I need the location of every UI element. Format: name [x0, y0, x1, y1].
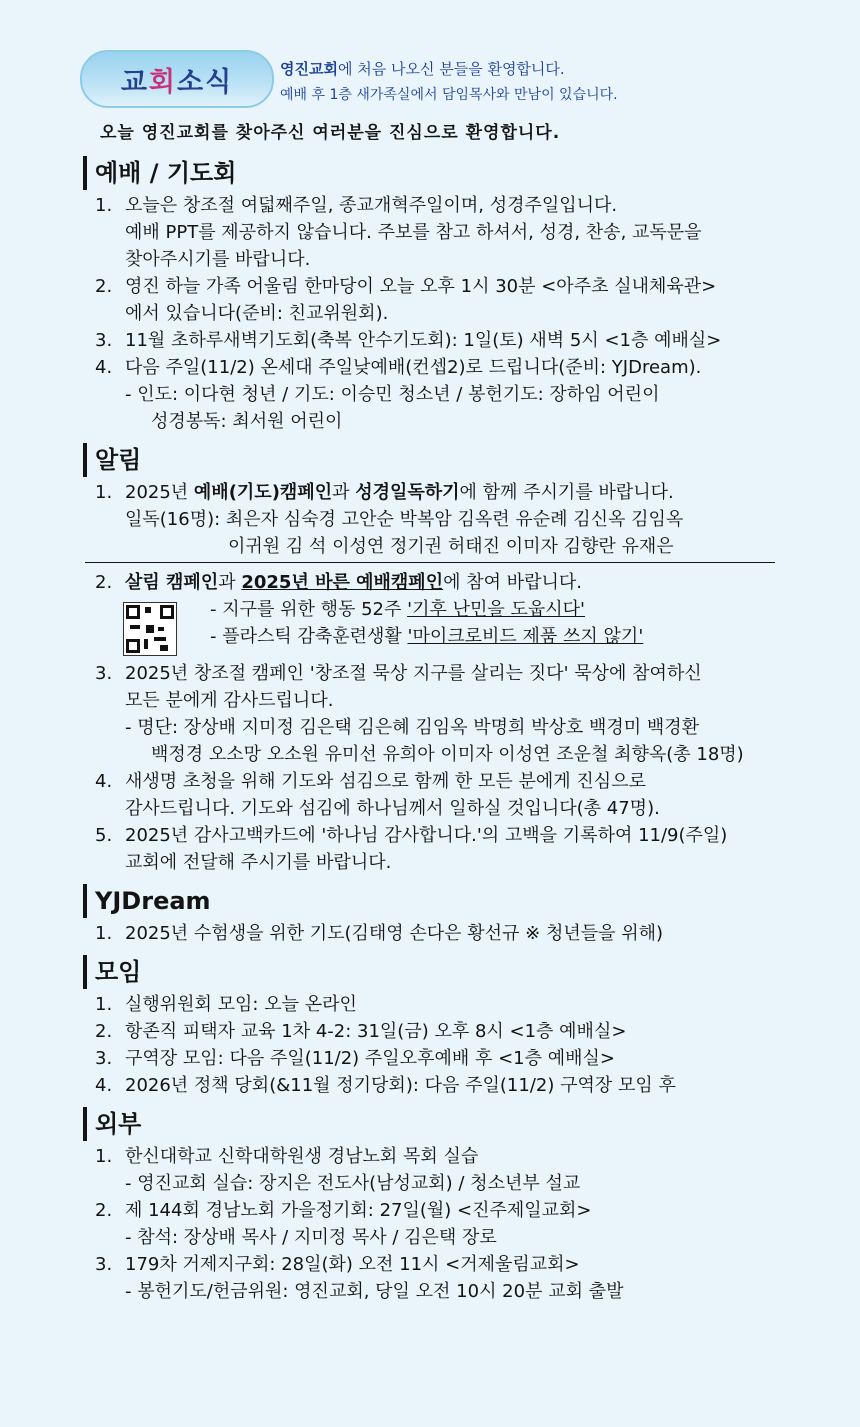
bible-reading-roster	[85, 506, 775, 563]
qr-code-icon[interactable]	[123, 602, 177, 656]
list-item: 4. 다음 주일(11/2) 온세대 주일낮예배(컨셉2)로 드립니다(준비: YJDream).	[95, 357, 702, 378]
welcome-subtitle: 오늘 영진교회를 찾아주신 여러분을 진심으로 환영합니다.	[100, 123, 561, 143]
list-item: 4. 2026년 정책 당회(&11월 정기당회): 다음 주일(11/2) 구역장 모임 후	[95, 1075, 676, 1096]
section-title-worship: 예배 / 기도회	[83, 156, 785, 190]
list-subitem: - 인도: 이다현 청년 / 기도: 이승민 청소년 / 봉헌기도: 장하임 어린이	[125, 384, 660, 405]
list-subitem-cont: 백정경 오소망 오소원 유미선 유희아 이미자 이성연 조운철 최향옥(총 18명)	[151, 744, 744, 765]
list-item: 3. 11월 초하루새벽기도회(축복 안수기도회): 1일(토) 새벽 5시 <1층 예배실>	[95, 330, 722, 351]
worship-section	[85, 156, 785, 435]
list-item: 3. 구역장 모임: 다음 주일(11/2) 주일오후예배 후 <1층 예배실>	[95, 1048, 615, 1069]
list-subitem: - 참석: 장상배 목사 / 지미정 목사 / 김은택 장로	[125, 1227, 497, 1248]
list-item: 1. 한신대학교 신학대학원생 경남노회 목회 실습	[95, 1146, 479, 1167]
list-item: 3. 2025년 창조절 캠페인 '창조절 묵상 지구를 살리는 짓다' 묵상에 참여하신	[95, 663, 702, 684]
roster-line: 일독(16명): 최은자 심숙경 고안순 박복암 김옥련 유순례 김신옥 김임옥	[125, 509, 684, 530]
list-item-cont: 에서 있습니다(준비: 친교위원회).	[125, 303, 389, 324]
welcome-rest: 에 처음 나오신 분들을 환영합니다.	[337, 60, 565, 78]
meeting-section	[85, 955, 785, 1099]
list-subitem-cont: 성경봉독: 최서원 어린이	[151, 411, 343, 432]
list-subitem: - 명단: 장상배 지미정 김은택 김은혜 김임옥 박명희 박상호 백경미 백경환	[125, 717, 700, 738]
newcomer-note: 예배 후 1층 새가족실에서 담임목사와 만남이 있습니다.	[280, 87, 618, 103]
welcome-message	[280, 58, 565, 79]
list-item: 1. 오늘은 창조절 여덟째주일, 종교개혁주일이며, 성경주일입니다.	[95, 195, 618, 216]
list-item: 2. 제 144회 경남노회 가을정기회: 27일(월) <진주제일교회>	[95, 1200, 592, 1221]
list-item-cont: 교회에 전달해 주시기를 바랍니다.	[125, 852, 392, 873]
list-item: 2. 항존직 피택자 교육 1차 4-2: 31일(금) 오후 8시 <1층 예배실>	[95, 1021, 627, 1042]
list-item: 1. 2025년 수험생을 위한 기도(김태영 손다은 황선규 ※ 청년들을 위해)	[95, 923, 664, 944]
external-section	[85, 1107, 785, 1305]
yjdream-section	[85, 884, 785, 947]
logo-text-2: 회	[148, 66, 177, 98]
list-item: 2. 살림 캠페인과 2025년 바른 예배캠페인에 참여 바랍니다.	[95, 572, 582, 593]
church-name: 영진교회	[280, 60, 338, 78]
campaign-lines	[210, 596, 643, 650]
list-item-cont: 감사드립니다. 기도와 섬김에 하나님께서 일하실 것입니다(총 47명).	[125, 798, 660, 819]
list-subitem: - 봉헌기도/헌금위원: 영진교회, 당일 오전 10시 20분 교회 출발	[125, 1281, 624, 1302]
list-item-cont: 찾아주시기를 바랍니다.	[125, 249, 311, 270]
list-item: 1. 2025년 예배(기도)캠페인과 성경일독하기에 함께 주시기를 바랍니다.	[95, 482, 674, 503]
list-item: 3. 179차 거제지구회: 28일(화) 오전 11시 <거제울림교회>	[95, 1254, 580, 1275]
list-item: 2. 영진 하늘 가족 어울림 한마당이 오늘 오후 1시 30분 <아주초 실내체육관>	[95, 276, 717, 297]
section-title-notice: 알림	[83, 443, 785, 477]
list-item-cont: 예배 PPT를 제공하지 않습니다. 주보를 참고 하셔서, 성경, 찬송, 교독문을	[125, 222, 702, 243]
section-title-external: 외부	[83, 1107, 785, 1141]
list-item: 1. 실행위원회 모임: 오늘 온라인	[95, 994, 357, 1015]
campaign-line: - 플라스틱 감축훈련생활 '마이크로비드 제품 쓰지 않기'	[210, 626, 644, 647]
list-item: 5. 2025년 감사고백카드에 '하나님 감사합니다.'의 고백을 기록하여 11/9(주일)	[95, 825, 728, 846]
list-item-cont: 모든 분에게 감사드립니다.	[125, 690, 334, 711]
campaign-qr-row	[85, 596, 785, 656]
list-subitem: - 영진교회 실습: 장지은 전도사(남성교회) / 청소년부 설교	[125, 1173, 581, 1194]
logo-text-1: 교	[120, 66, 149, 98]
bulletin-content	[85, 148, 785, 1305]
church-news-logo	[80, 50, 274, 108]
list-item: 4. 새생명 초청을 위해 기도와 섬김으로 함께 한 모든 분에게 진심으로	[95, 771, 646, 792]
section-title-yjdream: YJDream	[83, 884, 785, 918]
logo-text-3: 소식	[177, 66, 234, 98]
section-title-meeting: 모임	[83, 955, 785, 989]
roster-line: 이귀원 김 석 이성연 정기권 허태진 이미자 김향란 유재은	[228, 536, 674, 557]
notice-section	[85, 443, 785, 876]
campaign-line: - 지구를 위한 행동 52주 '기후 난민을 도웁시다'	[210, 599, 585, 620]
